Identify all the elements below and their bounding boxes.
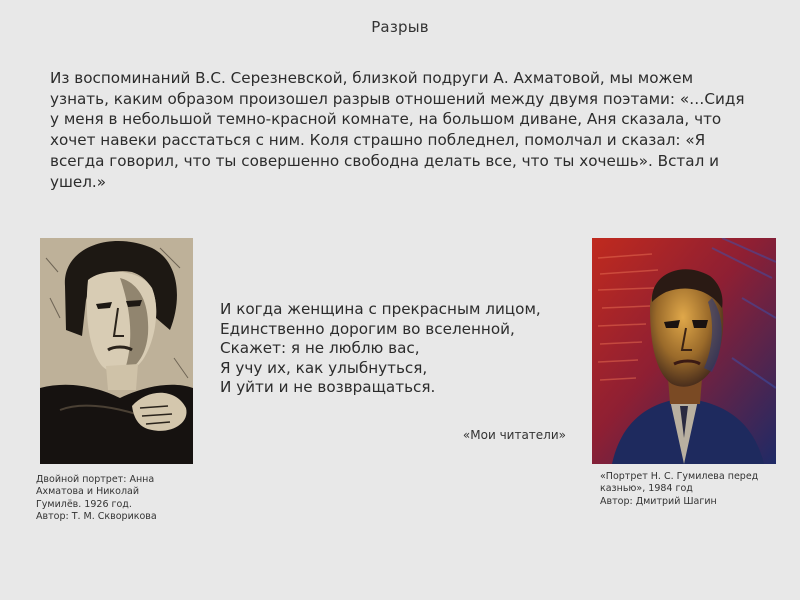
poem-source: «Мои читатели»: [462, 428, 566, 442]
poem-line: Скажет: я не люблю вас,: [220, 339, 420, 357]
poem-line: И уйти и не возвращаться.: [220, 378, 436, 396]
left-image-caption: [36, 474, 206, 523]
slide-title: Разрыв: [371, 18, 429, 36]
caption-line: Автор: Т. М. Скворикова: [36, 510, 157, 522]
poem-line: И когда женщина с прекрасным лицом,: [220, 300, 541, 318]
intro-paragraph: Из воспоминаний В.С. Серезневской, близкой подруги А. Ахматовой, мы можем узнать, каким образом произошел разрыв отношений между двумя поэтами: «…Сидя у меня в небольшой темно-красной комнате, на большом диване, Аня сказала, что хочет навеки расстаться с ним. Коля страшно побледнел, помолчал и сказал: «Я всегда говорил, что ты совершенно свободна делать все, что ты хочешь». Встал и ушел.»: [50, 69, 745, 191]
painting-illustration: [592, 238, 776, 464]
caption-line: «Портрет Н. С. Гумилева перед: [600, 471, 759, 482]
akhmatova-gumilev-portrait-image: [40, 238, 193, 464]
caption-line: Гумилёв. 1926 год.: [36, 498, 132, 510]
caption-line: Двойной портрет: Анна: [36, 474, 155, 485]
etching-illustration: [40, 238, 193, 464]
poem-line: Единственно дорогим во вселенной,: [220, 319, 515, 338]
gumilev-execution-portrait-image: [592, 238, 776, 464]
poem-line: Я учу их, как улыбнуться,: [220, 358, 428, 377]
caption-line: казнью», 1984 год: [600, 483, 693, 495]
caption-line: Ахматова и Николай: [36, 486, 140, 498]
poem-excerpt: [220, 300, 600, 398]
right-image-caption: [600, 471, 795, 508]
caption-line: Автор: Дмитрий Шагин: [600, 495, 717, 507]
